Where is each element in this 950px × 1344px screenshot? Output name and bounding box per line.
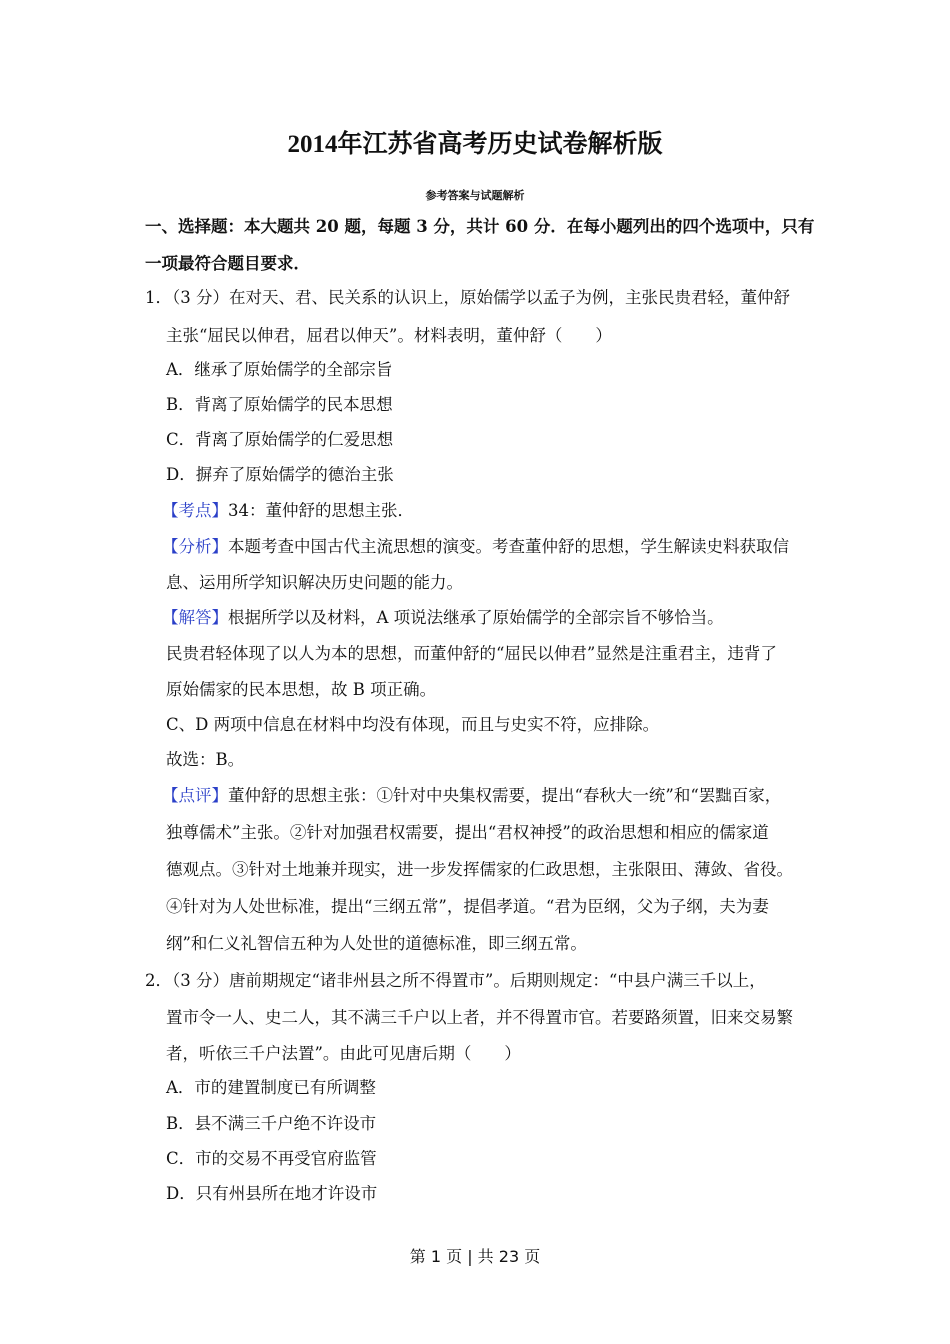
- line-text: 独尊儒术”主张。②针对加强君权需要，提出“君权神授”的政治思想和相应的儒家道: [166, 823, 769, 842]
- text-line: [166, 644, 777, 664]
- section-tag: 【分析】: [162, 537, 228, 556]
- text-line: [166, 1149, 377, 1169]
- line-text: C、D 两项中信息在材料中均没有体现，而且与史实不符，应排除。: [166, 715, 660, 734]
- line-text: 34：董仲舒的思想主张．: [228, 501, 414, 520]
- text-line: [166, 1078, 376, 1098]
- text-line: [166, 1114, 376, 1134]
- text-line: [166, 823, 769, 843]
- line-text: 主张“屈民以伸君，屈君以伸天”。材料表明，董仲舒（ ）: [166, 326, 612, 345]
- text-line: [166, 1044, 521, 1064]
- text-line: [162, 537, 789, 557]
- document-subtitle: 参考答案与试题解析: [425, 189, 525, 202]
- page-footer: 第 1 页 | 共 23 页: [409, 1247, 541, 1266]
- line-text: 故选：B。: [166, 750, 245, 769]
- text-line: [166, 1184, 377, 1204]
- text-line: [162, 501, 414, 521]
- line-text: 根据所学以及材料，A 项说法继承了原始儒学的全部宗旨不够恰当。: [228, 608, 724, 627]
- text-line: [166, 680, 436, 700]
- text-line: [145, 217, 814, 237]
- text-line: [166, 750, 244, 770]
- line-text: 董仲舒的思想主张：①针对中央集权需要，提出“春秋大一统”和“罢黜百家，: [228, 786, 782, 805]
- text-line: [166, 1008, 793, 1028]
- text-line: [166, 860, 793, 880]
- line-text: 德观点。③针对土地兼并现实，进一步发挥儒家的仁政思想，主张限田、薄敛、省役。: [166, 860, 793, 879]
- section-tag: 【点评】: [162, 786, 228, 805]
- text-line: [166, 395, 393, 415]
- line-text: 原始儒家的民本思想，故 B 项正确。: [166, 680, 437, 699]
- text-line: [166, 897, 769, 917]
- line-text: 纲”和仁义礼智信五种为人处世的道德标准，即三纲五常。: [166, 934, 587, 953]
- line-text: C．背离了原始儒学的仁爱思想: [166, 430, 394, 449]
- line-text: B．县不满三千户绝不许设市: [166, 1114, 377, 1133]
- text-line: [145, 254, 310, 274]
- line-text: D．摒弃了原始儒学的德治主张: [166, 465, 394, 484]
- text-line: [145, 971, 766, 991]
- line-text: 2．（3 分）唐前期规定“诸非州县之所不得置市”。后期则规定：“中县户满三千以上，: [145, 971, 766, 990]
- line-text: 一、选择题：本大题共 20 题，每题 3 分，共计 60 分．在每小题列出的四个选项中，只有: [145, 217, 815, 236]
- line-text: 本题考查中国古代主流思想的演变。考查董仲舒的思想，学生解读史料获取信: [228, 537, 789, 556]
- text-line: [166, 360, 392, 380]
- text-line: [166, 326, 612, 346]
- line-text: 息、运用所学知识解决历史问题的能力。: [166, 573, 463, 592]
- line-text: 置市令一人、史二人，其不满三千户以上者，并不得置市官。若要路须置，旧来交易繁: [166, 1008, 793, 1027]
- line-text: 一项最符合题目要求．: [145, 254, 310, 273]
- text-line: [166, 573, 463, 593]
- text-line: [162, 608, 724, 628]
- line-text: C．市的交易不再受官府监管: [166, 1149, 377, 1168]
- line-text: 民贵君轻体现了以人为本的思想，而董仲舒的“屈民以伸君”显然是注重君主，违背了: [166, 644, 777, 663]
- text-line: [166, 465, 394, 485]
- line-text: A．市的建置制度已有所调整: [166, 1078, 376, 1097]
- text-line: [166, 934, 587, 954]
- text-line: [166, 715, 659, 735]
- line-text: A．继承了原始儒学的全部宗旨: [166, 360, 393, 379]
- line-text: D．只有州县所在地才许设市: [166, 1184, 378, 1203]
- line-text: ④针对为人处世标准，提出“三纲五常”，提倡孝道。“君为臣纲，父为子纲，夫为妻: [166, 897, 769, 916]
- text-line: [166, 430, 393, 450]
- line-text: 1．（3 分）在对天、君、民关系的认识上，原始儒学以孟子为例，主张民贵君轻，董仲舒: [145, 288, 790, 307]
- text-line: [145, 288, 790, 308]
- section-tag: 【考点】: [162, 501, 228, 520]
- section-tag: 【解答】: [162, 608, 228, 627]
- line-text: B．背离了原始儒学的民本思想: [166, 395, 393, 414]
- document-title: 2014年江苏省高考历史试卷解析版: [287, 131, 663, 158]
- line-text: 者，听依三千户法置”。由此可见唐后期（ ）: [166, 1044, 521, 1063]
- text-line: [162, 786, 781, 806]
